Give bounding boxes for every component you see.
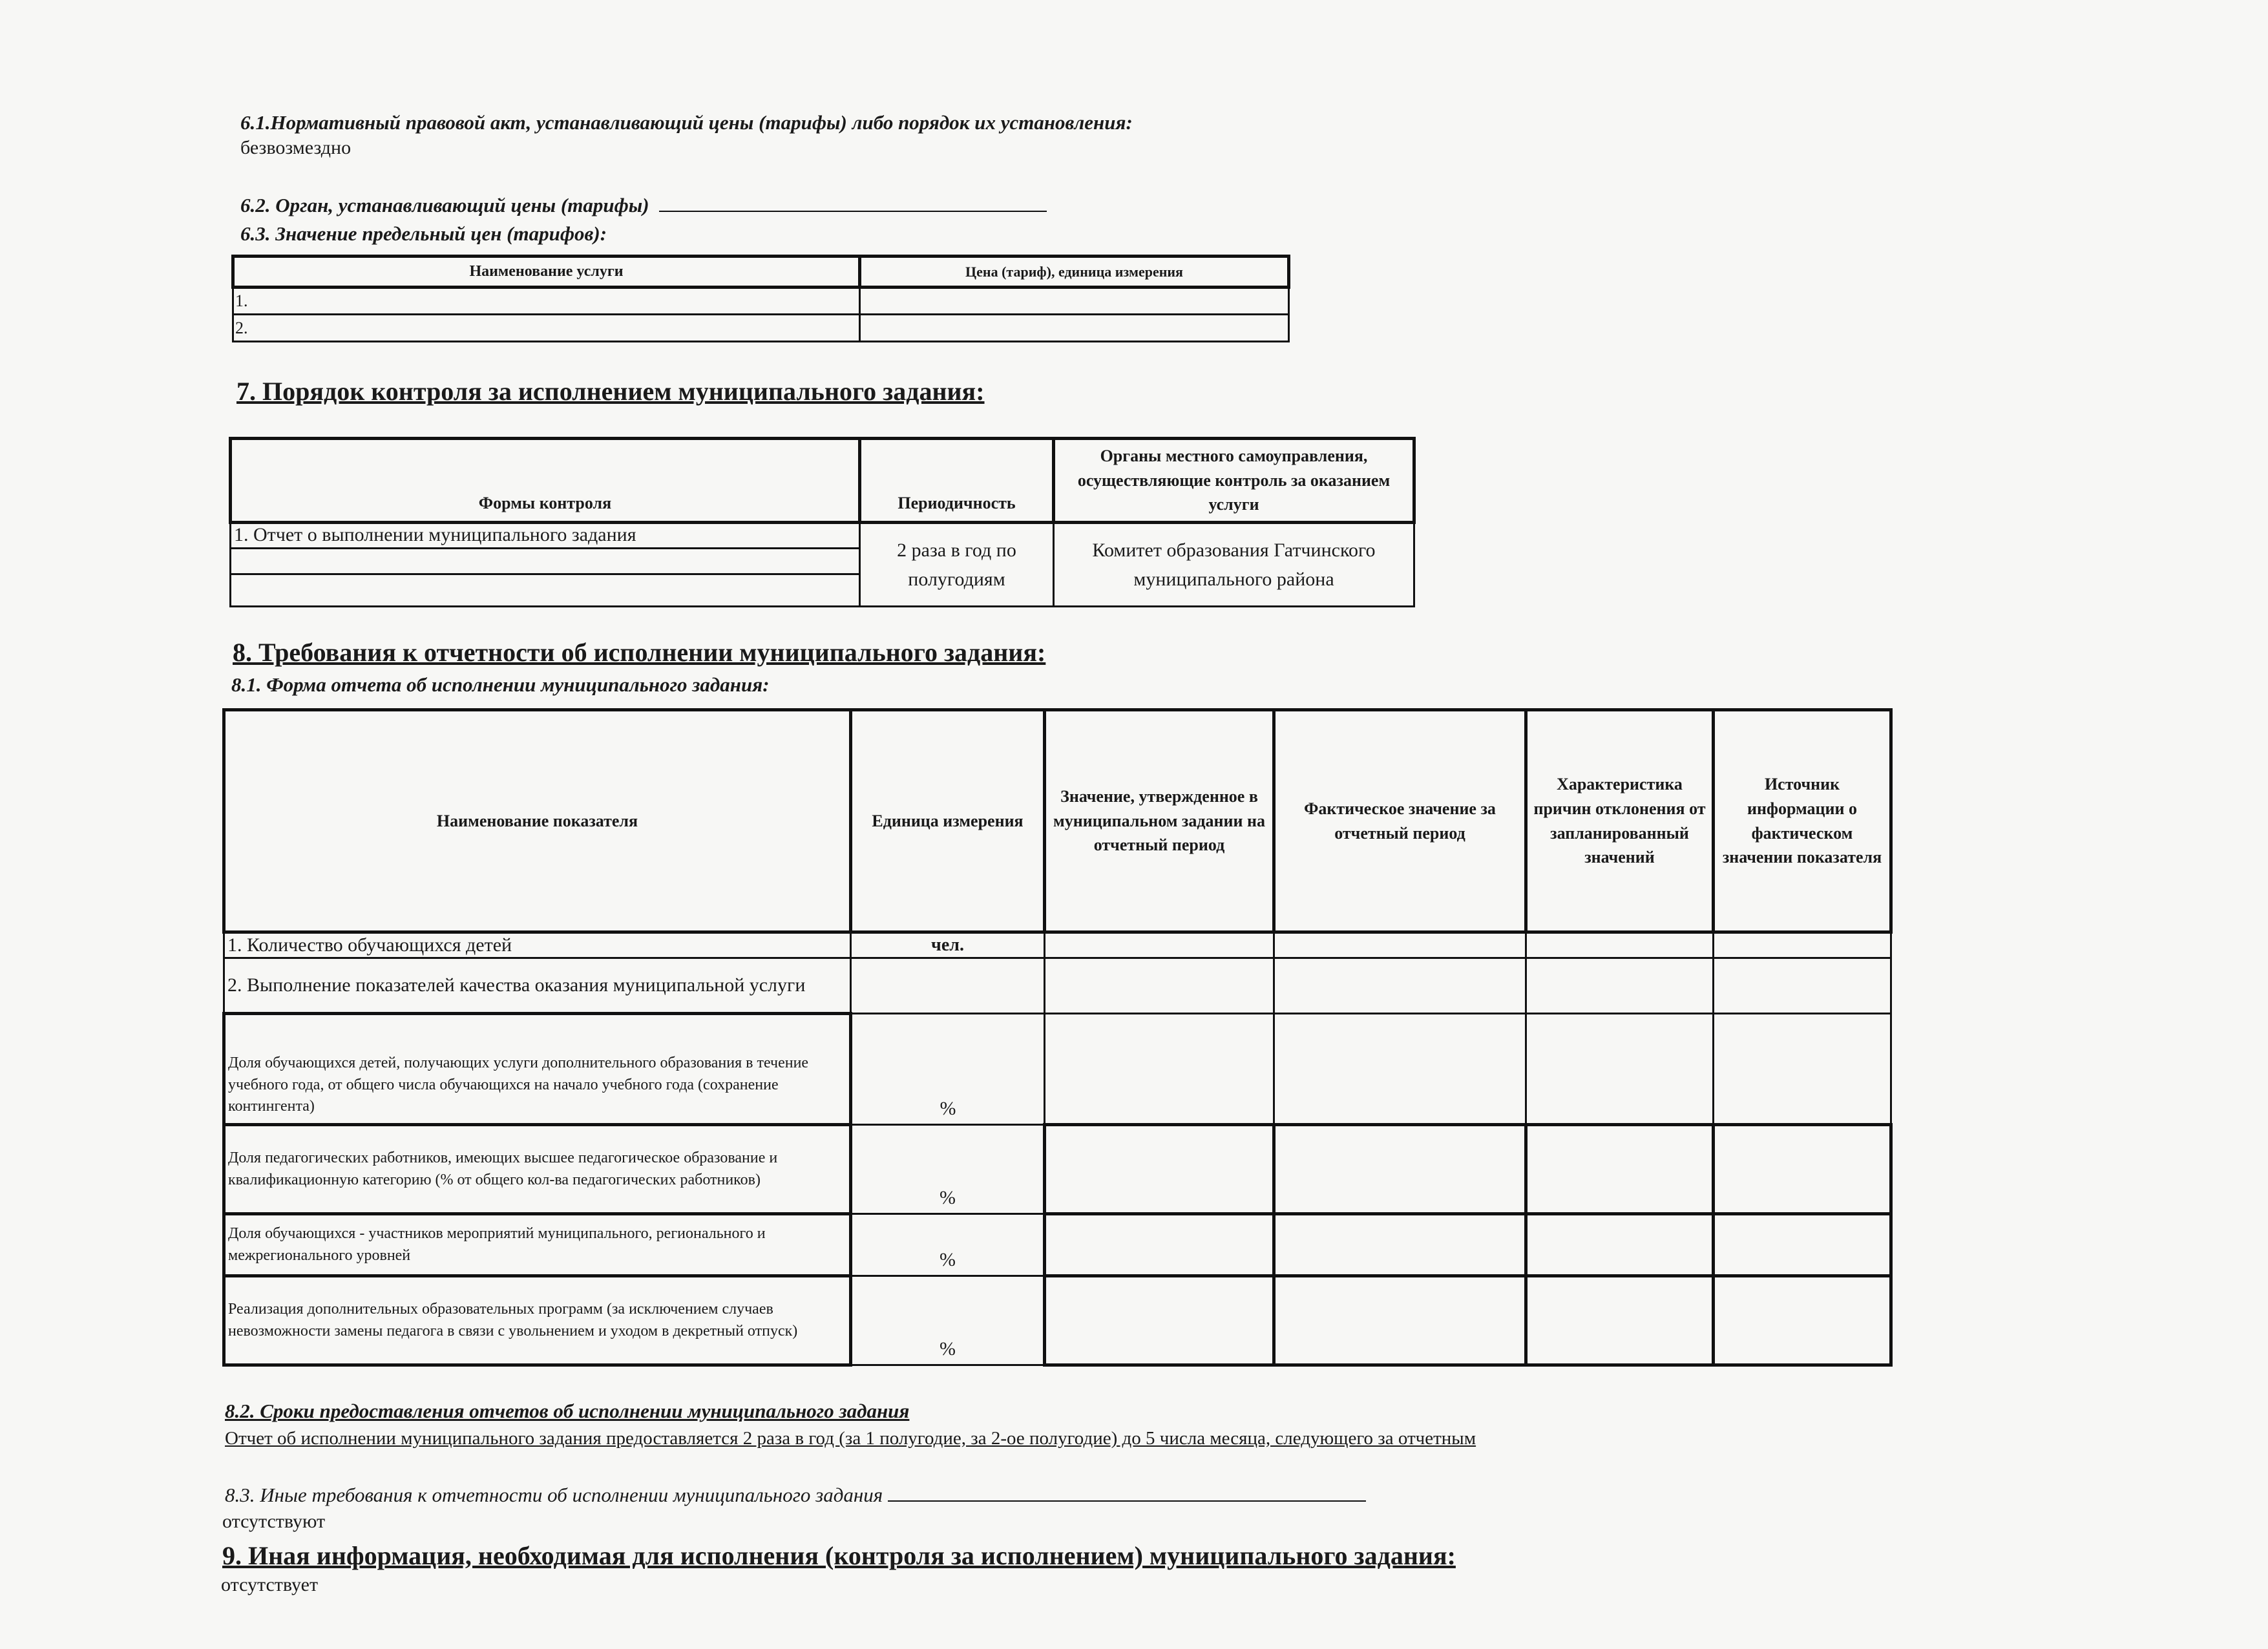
report-cell xyxy=(1274,1125,1526,1214)
report-header-source: Источник информации о фактическом значении показателя xyxy=(1714,710,1891,932)
tariff-header-price: Цена (тариф), единица измерения xyxy=(860,257,1289,288)
tariff-row-price xyxy=(860,288,1289,315)
section-8-1-title: 8.1. Форма отчета об исполнении муниципального задания: xyxy=(231,673,770,696)
report-cell xyxy=(1045,1214,1274,1276)
section-8-title: 8. Требования к отчетности об исполнении муниципального задания: xyxy=(233,638,1046,667)
report-cell xyxy=(1045,1276,1274,1365)
report-header-deviation: Характеристика причин отклонения от запланированный значений xyxy=(1526,710,1714,932)
control-header-period: Периодичность xyxy=(860,439,1054,523)
section-6-2 xyxy=(240,194,1047,217)
report-cell xyxy=(1714,1014,1891,1125)
report-row-name: Доля обучающихся детей, получающих услуги дополнительного образования в течение учебного года, от общего числа обучающихся на начало учебного года (сохранение контингента) xyxy=(224,1014,851,1125)
report-header-unit: Единица измерения xyxy=(851,710,1045,932)
tariff-table xyxy=(231,255,1290,342)
tariff-header-service: Наименование услуги xyxy=(233,257,860,288)
report-cell xyxy=(1045,932,1274,958)
section-8-3 xyxy=(225,1484,1366,1507)
report-header-approved: Значение, утвержденное в муниципальном задании на отчетный период xyxy=(1045,710,1274,932)
report-cell xyxy=(1526,1214,1714,1276)
report-row-unit: чел. xyxy=(851,932,1045,958)
report-row-name: Реализация дополнительных образовательных программ (за исключением случаев невозможности замены педагога в связи с увольнением и уходом в декретный отпуск) xyxy=(224,1276,851,1365)
report-form-table xyxy=(222,708,1893,1367)
report-cell xyxy=(1274,958,1526,1014)
report-cell xyxy=(1714,1276,1891,1365)
blank-line xyxy=(659,211,1047,212)
report-cell xyxy=(1045,958,1274,1014)
report-header-actual: Фактическое значение за отчетный период xyxy=(1274,710,1526,932)
report-cell xyxy=(1526,932,1714,958)
report-cell xyxy=(1274,932,1526,958)
section-8-2-text: Отчет об исполнении муниципального задания предоставляется 2 раза в год (за 1 полугодие, за 2-ое полугодие) до 5 числа месяца, следующего за отчетным xyxy=(225,1428,1476,1449)
section-7-title: 7. Порядок контроля за исполнением муниципального задания: xyxy=(236,377,985,406)
report-cell xyxy=(1526,1276,1714,1365)
report-cell xyxy=(1714,1125,1891,1214)
control-header-authority: Органы местного самоуправления, осуществляющие контроль за оказанием услуги xyxy=(1054,439,1414,523)
report-cell xyxy=(1045,1014,1274,1125)
report-header-indicator: Наименование показателя xyxy=(224,710,851,932)
section-9-text: отсутствует xyxy=(221,1574,319,1595)
report-row-unit: % xyxy=(851,1276,1045,1365)
control-table xyxy=(229,437,1416,607)
report-row-unit: % xyxy=(851,1125,1045,1214)
report-row-unit: % xyxy=(851,1014,1045,1125)
tariff-row-label: 1. xyxy=(233,288,860,315)
report-cell xyxy=(1274,1014,1526,1125)
control-form-blank xyxy=(231,549,860,574)
section-6-3-title: 6.3. Значение предельный цен (тарифов): xyxy=(240,222,607,245)
control-period-cell: 2 раза в год по полугодиям xyxy=(860,523,1054,607)
report-cell xyxy=(1526,958,1714,1014)
report-row-unit: % xyxy=(851,1214,1045,1276)
control-form-blank xyxy=(231,574,860,607)
control-authority-cell: Комитет образования Гатчинского муниципального района xyxy=(1054,523,1414,607)
section-6-1-value: безвозмездно xyxy=(240,137,352,158)
control-form-cell: 1. Отчет о выполнении муниципального задания xyxy=(231,523,860,549)
section-8-2-title: 8.2. Сроки предоставления отчетов об исполнении муниципального задания xyxy=(225,1400,910,1422)
report-cell xyxy=(1274,1214,1526,1276)
section-6-1-title: 6.1.Нормативный правовой акт, устанавливающий цены (тарифы) либо порядок их установления: xyxy=(240,111,1133,134)
report-row-name: Доля обучающихся - участников мероприятий муниципального, регионального и межрегионального уровней xyxy=(224,1214,851,1276)
report-row-unit xyxy=(851,958,1045,1014)
report-cell xyxy=(1714,932,1891,958)
report-cell xyxy=(1045,1125,1274,1214)
report-cell xyxy=(1526,1125,1714,1214)
report-row-name: 1. Количество обучающихся детей xyxy=(224,932,851,958)
report-row-name: Доля педагогических работников, имеющих высшее педагогическое образование и квалификационную категорию (% от общего кол-ва педагогических работников) xyxy=(224,1125,851,1214)
report-cell xyxy=(1274,1276,1526,1365)
report-cell xyxy=(1714,958,1891,1014)
tariff-row-label: 2. xyxy=(233,315,860,342)
section-6-2-title: 6.2. Орган, устанавливающий цены (тарифы) xyxy=(240,194,649,216)
report-row-name: 2. Выполнение показателей качества оказания муниципальной услуги xyxy=(224,958,851,1014)
tariff-row-price xyxy=(860,315,1289,342)
section-8-3-text: отсутствуют xyxy=(222,1511,326,1532)
blank-line xyxy=(888,1500,1366,1502)
section-8-3-title: 8.3. Иные требования к отчетности об исполнении муниципального задания xyxy=(225,1484,883,1506)
section-9-title: 9. Иная информация, необходимая для исполнения (контроля за исполнением) муниципального задания: xyxy=(222,1541,1456,1570)
report-cell xyxy=(1526,1014,1714,1125)
report-cell xyxy=(1714,1214,1891,1276)
control-header-forms: Формы контроля xyxy=(231,439,860,523)
